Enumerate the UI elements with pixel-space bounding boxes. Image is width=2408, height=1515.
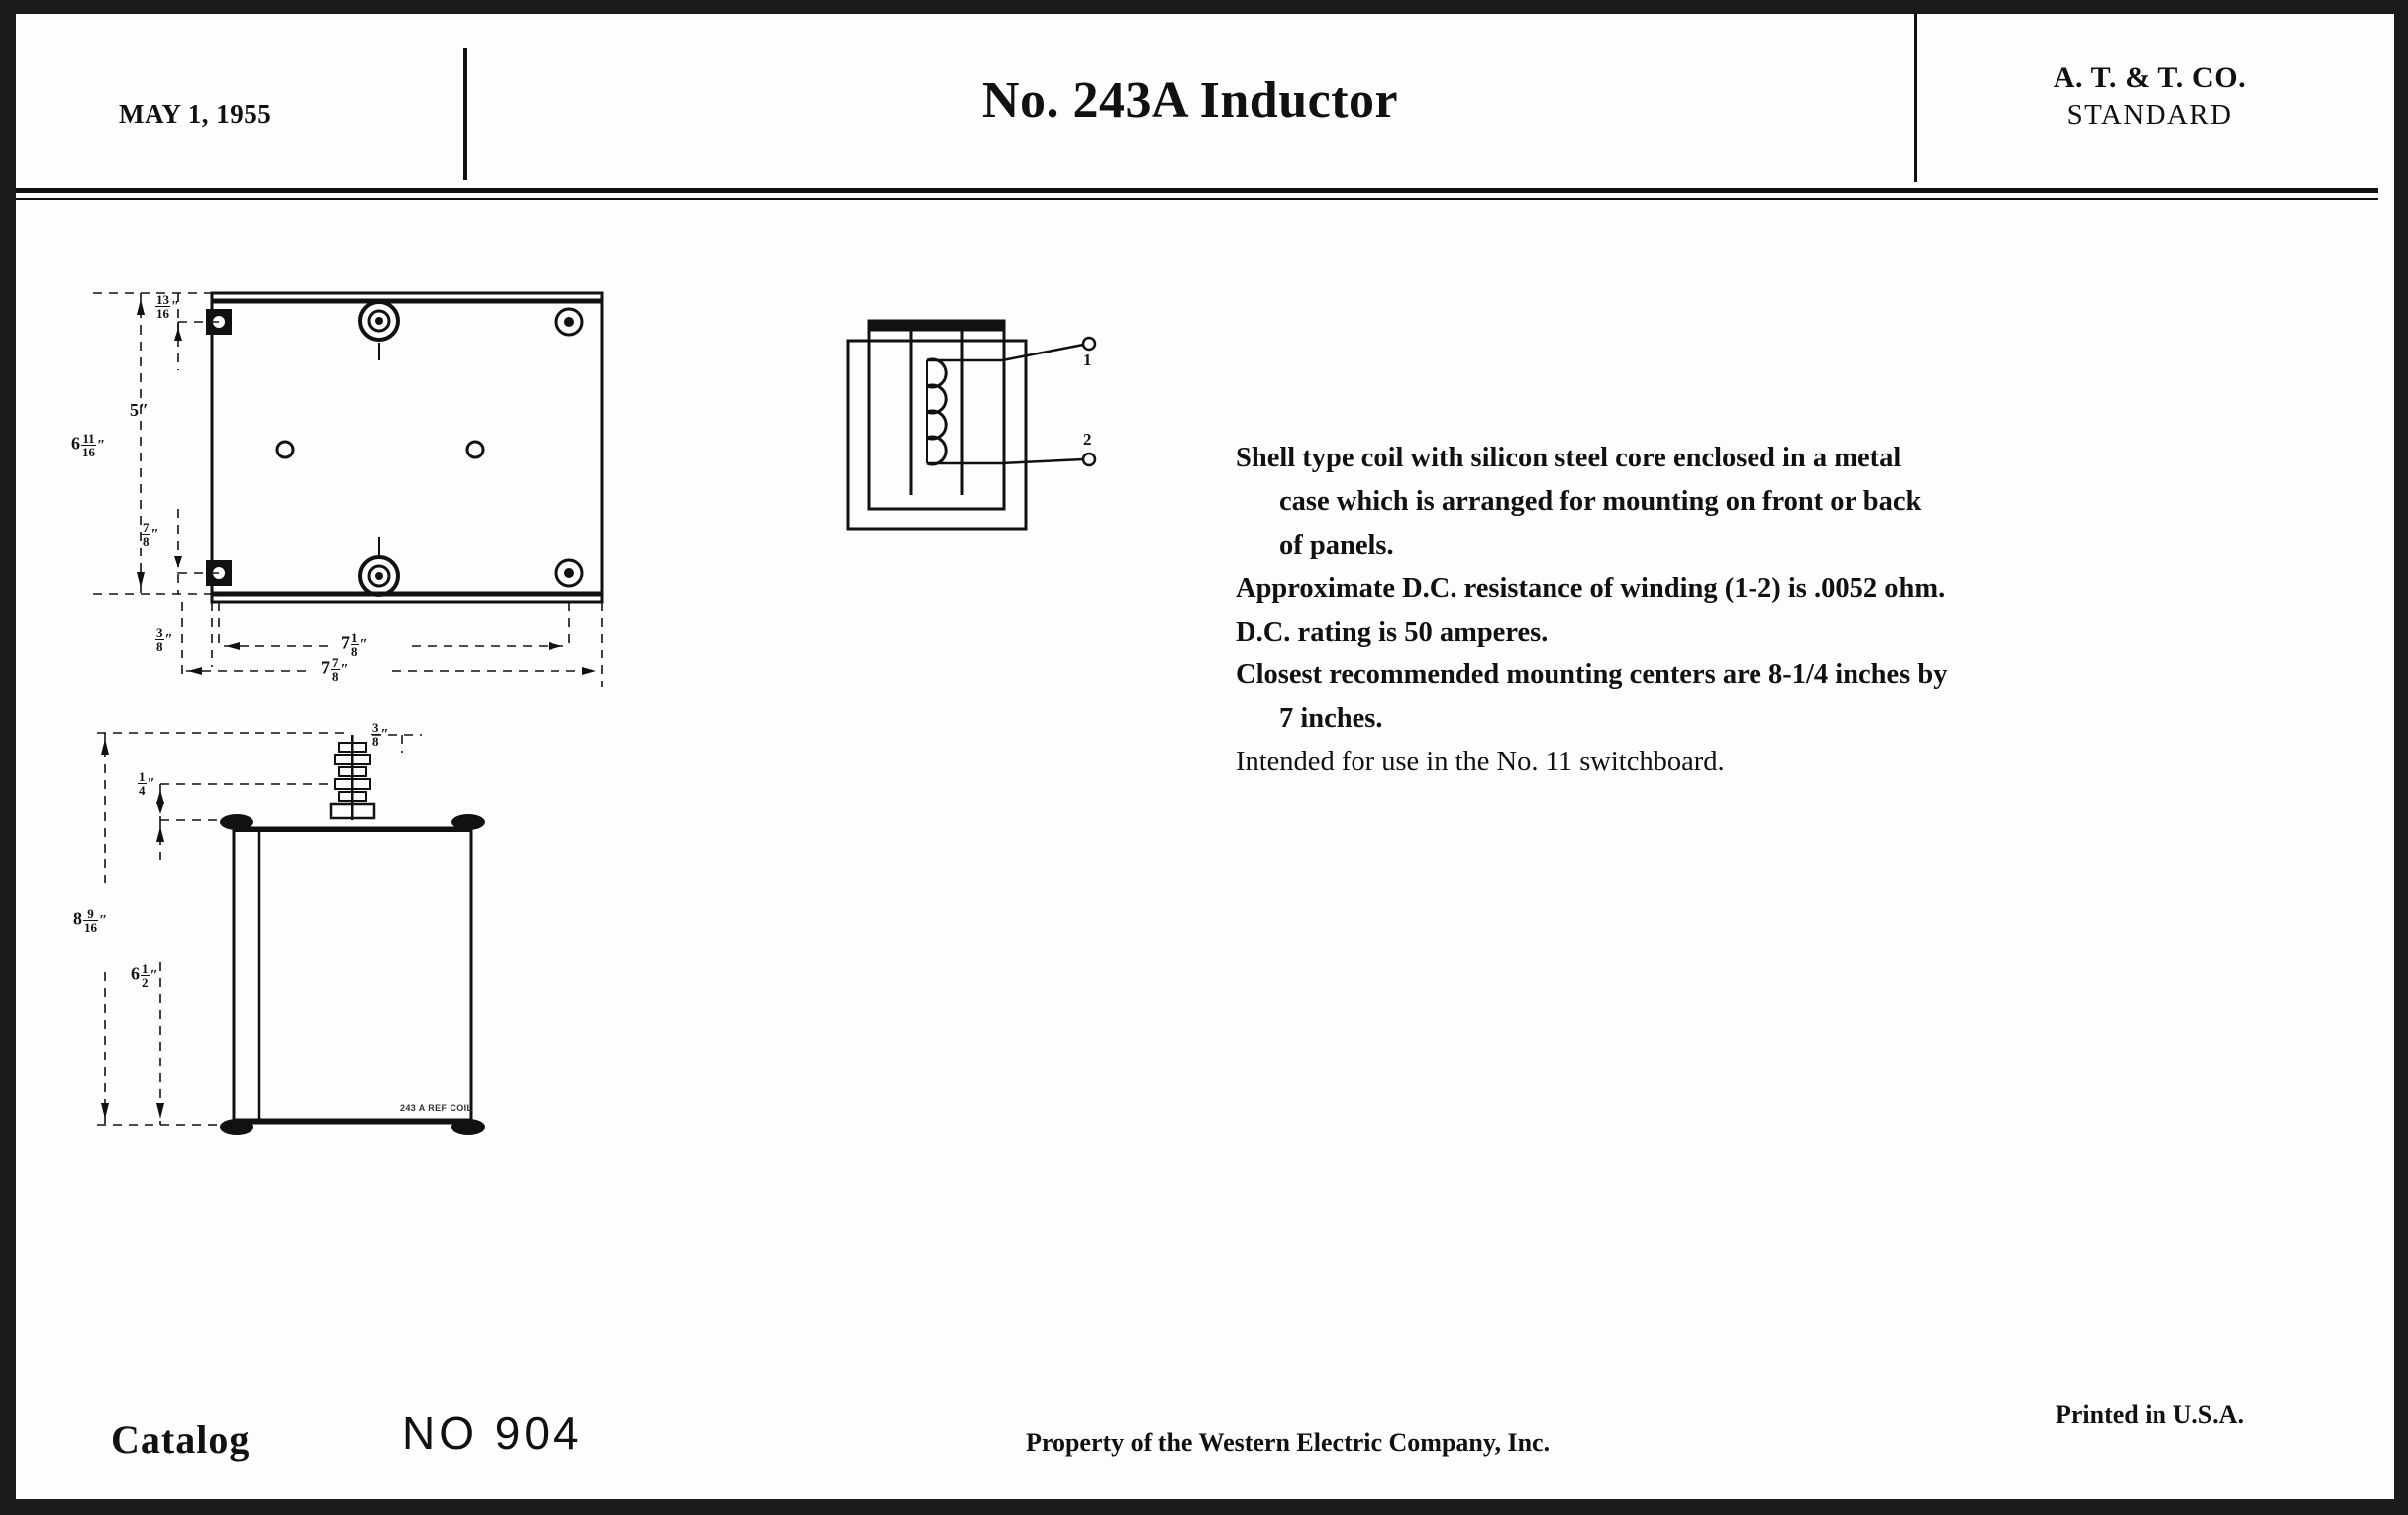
header-rule-thick (16, 188, 2378, 193)
dim-7-1-8: 7 $\frac{1}{8}$ ″ (341, 630, 368, 658)
property-notice: Property of the Western Electric Company, Inc. (1026, 1428, 1551, 1457)
specification-text (1236, 440, 2236, 787)
spec-line-2: case which is arranged for mounting on front or back (1279, 485, 1922, 517)
dim-7-7-8: 7 $\frac{7}{8}$ ″ (321, 656, 349, 684)
catalog-sheet (16, 14, 2394, 1499)
dim-8-9-16: 8 $\frac{9}{16}$ ″ (73, 906, 108, 935)
page-header (16, 14, 2394, 182)
dim-3-8-top: $\frac{3}{8}$ ″ (372, 720, 389, 749)
part-stamp: 243 A REF COIL (400, 1103, 473, 1113)
front-view-drawing (71, 271, 689, 737)
printed-notice: Printed in U.S.A. (2056, 1400, 2244, 1429)
side-view-svg (75, 725, 709, 1220)
side-view-drawing (73, 720, 709, 1220)
schematic-drawing (828, 301, 1224, 598)
company-block (1922, 59, 2377, 133)
schematic-terminal-1: 1 (1083, 351, 1092, 369)
spec-line-8: Intended for use in the No. 11 switchboard. (1236, 747, 1725, 778)
dim-5-inch: 5″ (130, 400, 149, 420)
company-name: A. T. & T. CO. (2053, 61, 2247, 94)
scan-border-top (0, 0, 2408, 14)
spec-line-6: Closest recommended mounting centers are 8-1/4 inches by (1236, 659, 1948, 691)
dim-6-11-16: 6 $\frac{11}{16}$ ″ (71, 431, 106, 459)
catalog-label: Catalog (111, 1417, 251, 1462)
spec-line-3: of panels. (1279, 529, 1394, 560)
page-title: No. 243A Inductor (981, 72, 1399, 129)
dim-3-8-bottom: $\frac{3}{8}$ ″ (156, 625, 173, 654)
company-standard-label: STANDARD (2066, 98, 2233, 131)
dim-6-1-2: 6 $\frac{1}{2}$ ″ (131, 961, 158, 990)
spec-line-1: Shell type coil with silicon steel core enclosed in a metal (1236, 443, 1902, 473)
dim-7-8-left: $\frac{7}{8}$ ″ (143, 520, 159, 549)
spec-line-5: D.C. rating is 50 amperes. (1236, 616, 1549, 648)
scan-border-right (2394, 0, 2408, 1515)
schematic-svg (828, 301, 1224, 598)
schematic-terminal-2: 2 (1083, 430, 1092, 449)
dim-13-16: $\frac{13}{16}$ ″ (156, 292, 180, 321)
scan-border-left (0, 0, 16, 1515)
front-view-svg (75, 271, 689, 737)
header-divider-right (1914, 14, 1917, 182)
spec-line-7: 7 inches. (1279, 703, 1383, 735)
spec-line-4: Approximate D.C. resistance of winding (1-2) is .0052 ohm. (1236, 572, 1946, 604)
catalog-number: NO 904 (402, 1407, 583, 1459)
scan-border-bottom (0, 1499, 2408, 1515)
header-rule-thin (16, 198, 2378, 200)
dim-1-4: $\frac{1}{4}$ ″ (139, 769, 155, 798)
document-date: MAY 1, 1955 (119, 99, 272, 129)
